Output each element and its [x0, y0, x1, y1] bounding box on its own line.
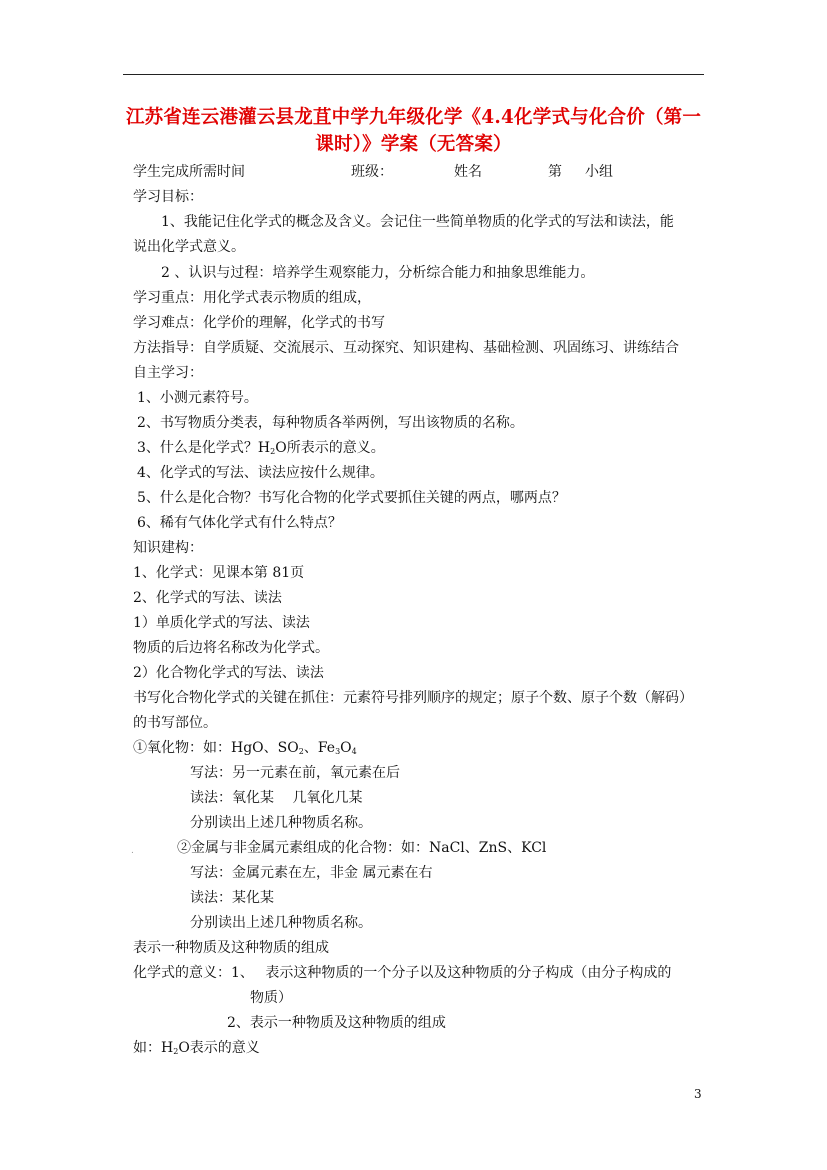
example-line [133, 1039, 260, 1061]
question-5: 5、什么是化合物？书写化合物的化学式要抓住关键的两点，哪两点？ [137, 490, 566, 506]
oxide-read-rule: 读法：氧化某 几氧化几某 [190, 790, 363, 806]
document-title: 江苏省连云港灌云县龙苴中学九年级化学《4.4化学式与化合价（第一课时）》学案（无答案） [125, 107, 702, 155]
oxide-subscript-4: 4 [351, 747, 357, 756]
question-1: 1、小测元素符号。 [137, 390, 258, 406]
question-3-rest: O所表示的意义。 [275, 440, 385, 456]
question-3 [137, 439, 385, 461]
metal-task: 分别读出上述几种物质名称。 [190, 915, 372, 931]
difficulty: 学习难点：化学价的理解，化学式的书写 [133, 315, 385, 331]
example-text: 如：H [133, 1040, 174, 1056]
meaning-1: 化学式的意义：1、 表示这种物质的一个分子以及这种物质的分子构成（由分子构成的 [133, 965, 672, 981]
goal-1-cont: 说出化学式意义。 [133, 239, 245, 255]
oxide-subscript-3: 3 [335, 747, 341, 756]
self-study-heading: 自主学习： [133, 365, 203, 381]
student-info-row [133, 163, 245, 181]
question-4: 4、化学式的写法、读法应按什么规律。 [137, 465, 384, 481]
metal-read-rule: 读法：某化某 [190, 890, 274, 906]
goals-heading: 学习目标： [133, 189, 203, 205]
knowledge-2: 2、化学式的写法、读法 [133, 590, 282, 606]
oxide-o: O [287, 740, 299, 756]
key-note-cont: 的书写部位。 [133, 715, 217, 731]
example-subscript: 2 [173, 1047, 179, 1056]
knowledge-2-1-desc: 物质的后边将名称改为化学式。 [133, 640, 329, 656]
method-guide: 方法指导：自学质疑、交流展示、互动探究、知识建构、基础检测、巩固练习、讲练结合 [133, 340, 679, 356]
knowledge-heading: 知识建构： [133, 540, 203, 556]
page-number: 3 [694, 1087, 702, 1101]
question-6: 6、稀有气体化学式有什么特点？ [137, 515, 342, 531]
stray-mark: . [131, 846, 134, 856]
class-label: 班级： [351, 164, 393, 180]
group-suffix: 小组 [585, 164, 613, 180]
question-3-text: 3、什么是化学式？ [137, 440, 258, 456]
oxide-o4: O [340, 740, 352, 756]
group-label: 第 [548, 164, 562, 180]
knowledge-2-1: 1）单质化学式的写法、读法 [133, 615, 310, 631]
knowledge-1: 1、化学式：见课本第 81页 [133, 565, 305, 581]
header-rule [123, 74, 704, 75]
meaning-1-cont: 物质） [250, 990, 292, 1006]
oxide-line [133, 739, 357, 761]
oxide-fe: 、Fe [303, 740, 336, 756]
h-symbol: H [257, 440, 271, 456]
meaning-2: 2、表示一种物质及这种物质的组成 [227, 1015, 446, 1031]
question-2: 2、书写物质分类表，每种物质各举两例，写出该物质的名称。 [137, 415, 524, 431]
oxide-task: 分别读出上述几种物质名称。 [190, 815, 372, 831]
metal-write-rule: 写法：金属元素在左，非金 属元素在右 [190, 865, 433, 881]
goal-2: 2 、认识与过程：培养学生观察能力，分析综合能力和抽象思维能力。 [161, 265, 595, 281]
key-point: 学习重点：用化学式表示物质的组成， [133, 290, 371, 306]
oxide-write-rule: 写法：另一元素在前，氧元素在后 [190, 765, 400, 781]
oxide-text: ①氧化物：如：HgO、S [133, 740, 288, 756]
goal-1: 1、我能记住化学式的概念及含义。会记住一些简单物质的化学式的写法和读法，能 [161, 214, 674, 230]
key-note: 书写化合物化学式的关键在抓住：元素符号排列顺序的规定；原子个数、原子个数（解码） [133, 690, 693, 706]
knowledge-2-2: 2）化合物化学式的写法、读法 [133, 665, 324, 681]
metal-compound-line: ②金属与非金属元素组成的化合物：如：NaCl、ZnS、KCl [177, 840, 547, 856]
time-label: 学生完成所需时间 [133, 164, 245, 180]
oxide-subscript-2: 2 [298, 747, 304, 756]
represent-line: 表示一种物质及这种物质的组成 [133, 940, 329, 956]
name-label: 姓名 [454, 164, 482, 180]
subscript-2: 2 [270, 447, 276, 456]
example-rest: O表示的意义 [178, 1040, 260, 1056]
